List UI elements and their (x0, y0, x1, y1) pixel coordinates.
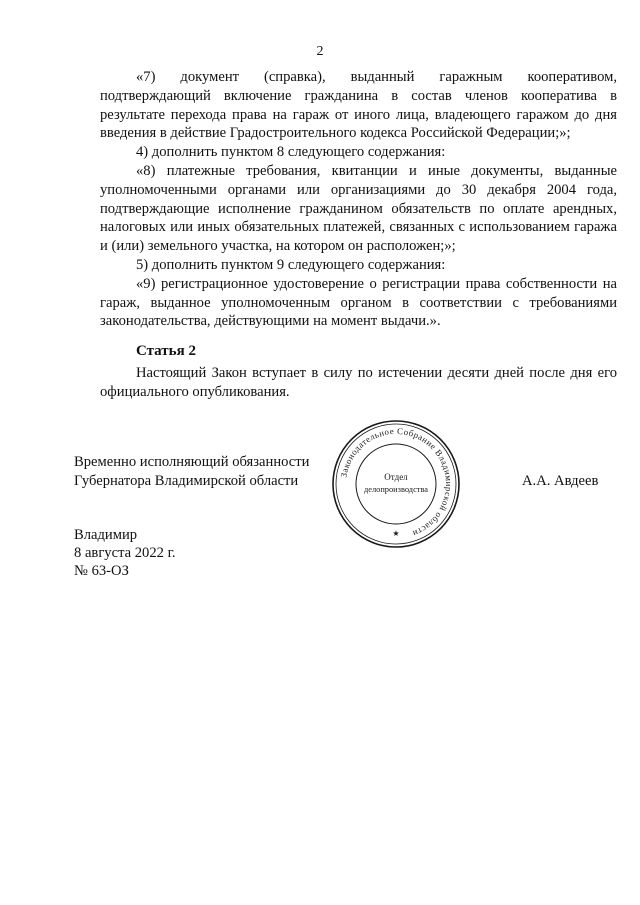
law-body (100, 68, 617, 331)
stamp-center-line-2: делопроизводства (363, 485, 429, 494)
page-number: 2 (316, 44, 324, 59)
signatory-title-line-2: Губернатора Владимирской области (74, 473, 299, 489)
article-text: Настоящий Закон вступает в силу по истечении десяти дней после дня его официального опубликования. (100, 365, 617, 400)
signatory-title-line-1: Временно исполняющий обязанности (74, 454, 310, 470)
stamp-star-icon: ★ (392, 529, 400, 538)
signatory-name: А.А. Авдеев (522, 473, 599, 489)
paragraph-item-8: «8) платежные требования, квитанции и иные документы, выданные уполномоченными органами или организациями до 30 декабря 2004 года, подтверждающие исполнение гражданином обязательств по оплате арендных, налоговых или иных обязательных платежей, связанных с использованием гаража и (или) земельного участка, на котором он расположен;»; (100, 162, 617, 255)
issuance-date: 8 августа 2022 г. (74, 545, 176, 561)
paragraph-amendment-5: 5) дополнить пунктом 9 следующего содержания: (136, 256, 446, 273)
paragraph-amendment-4: 4) дополнить пунктом 8 следующего содержания: (136, 144, 446, 161)
stamp-seal (330, 418, 462, 550)
paragraph-item-7: «7) документ (справка), выданный гаражным кооперативом, подтверждающий включение гражданина в состав членов кооператива в результате перехода права на гараж от иного лица, владеющего гаражом до дня введения в действие Градостроительного кодекса Российской Федерации;»; (100, 69, 617, 142)
stamp-center-line-1: Отдел (384, 472, 408, 482)
issuance-city: Владимир (74, 527, 138, 543)
law-number: № 63-ОЗ (74, 563, 129, 579)
article-body (100, 364, 617, 402)
signatory-title (74, 453, 309, 491)
official-stamp (330, 418, 462, 550)
issuance-details (74, 526, 176, 580)
article-title: Статья 2 (136, 343, 196, 359)
stamp-ring-text: Законодательное Собрание Владимирской области (338, 425, 455, 539)
paragraph-item-9: «9) регистрационное удостоверение о регистрации права собственности на гараж, выданное уполномоченным органом в соответствии с требованиями законодательства, действующими на момент выдачи.». (100, 275, 617, 330)
